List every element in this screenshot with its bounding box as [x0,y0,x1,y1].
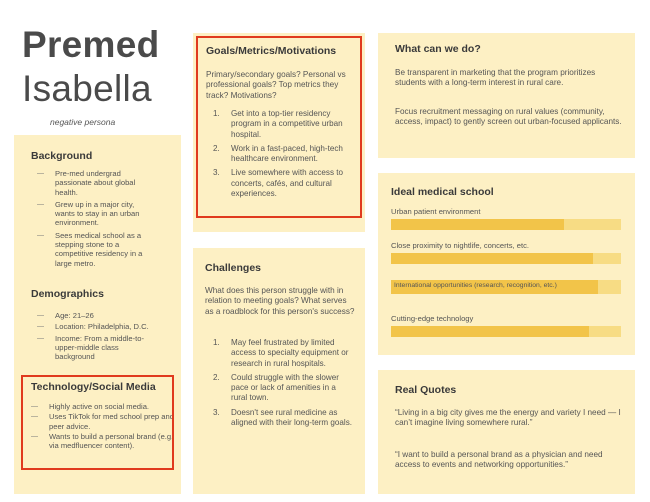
goals-heading: Goals/Metrics/Motivations [206,45,337,57]
quotes-card [378,370,635,494]
persona-title-name: Isabella [22,68,152,109]
demographics-heading: Demographics [31,288,104,300]
what-can-we-do-heading: What can we do? [395,43,481,55]
challenges-intro: What does this person struggle with in relation to meeting goals? What serves as a roadblock for this person's success? [205,286,355,316]
goals-intro: Primary/secondary goals? Personal vs professional goals? Top metrics they track? Motivations? [206,70,346,100]
list-item: 3. Doesn't see rural medicine as aligned with their long-term goals. [213,407,353,428]
ideal-school-bar-group [391,314,621,337]
list-item: — Grew up in a major city, wants to stay in an urban environment. [31,200,151,228]
ideal-school-heading: Ideal medical school [391,186,494,198]
list-item: 1. Get into a top-tier residency program in a competitive urban hospital. [213,109,343,139]
list-item: — Location: Philadelphia, D.C. [31,322,155,331]
persona-subtitle: negative persona [50,117,116,127]
bar-label: International opportunities (research, recognition, etc.) [394,282,557,289]
quotes-heading: Real Quotes [395,384,457,396]
list-item: 2. Work in a fast-paced, high-tech healthcare environment. [213,143,343,164]
ideal-school-card [378,173,635,355]
background-list [31,169,151,268]
bar-track [391,326,621,337]
list-item: — Income: From a middle-to-upper-middle class background [31,334,155,362]
challenges-heading: Challenges [205,262,262,274]
challenges-list [193,338,353,432]
bar-label: Urban patient environment [391,207,481,216]
list-item: 3. Live somewhere with access to concerts, cafés, and cultural experiences. [213,168,344,199]
what-can-we-do-paragraph: Focus recruitment messaging on rural values (community, access, impact) to gently screen out urban-focused applicants. [395,107,622,127]
ideal-school-bar-group [391,241,621,264]
list-item: — Sees medical school as a stepping stone to a competitive residency in a large metro. [31,231,151,268]
bar-fill [391,253,593,264]
list-item: 1. May feel frustrated by limited access to specialty equipment or research in rural hospitals. [213,338,349,368]
list-item: — Age: 21–26 [31,311,155,320]
ideal-school-bar-group [391,277,621,294]
list-item: 2. Could struggle with the slower pace or lack of amenities in a rural town. [213,372,339,403]
quote-text: “Living in a big city gives me the energy and variety I need — I can’t imagine living somewhere rural.” [395,408,621,428]
background-heading: Background [31,150,93,162]
challenges-card [193,248,365,494]
technology-heading: Technology/Social Media [31,381,156,393]
list-item: — Wants to build a personal brand (e.g. via medfluencer content). [25,432,175,451]
what-can-we-do-paragraph: Be transparent in marketing that the program prioritizes students with a long-term interest in rural care. [395,68,596,88]
bar-label: Close proximity to nightlife, concerts, etc. [391,241,530,250]
bar-fill [391,219,564,230]
what-can-we-do-card [378,33,635,158]
bar-track [391,219,621,230]
ideal-school-bar-group [391,207,621,230]
technology-highlight-box [21,375,174,470]
bar-track [391,253,621,264]
goals-highlight-box [196,36,362,218]
quote-text: “I want to build a personal brand as a physician and need access to events and networking opportunities.” [395,450,603,470]
bar-label: Cutting-edge technology [391,314,474,323]
list-item: — Pre-med undergrad passionate about global health. [31,169,151,197]
list-item: — Uses TikTok for med school prep and peer advice. [25,412,175,431]
bar-fill [391,326,589,337]
demographics-list [31,311,155,361]
persona-title-first: Premed [22,24,160,65]
bar-track [391,280,621,294]
list-item: — Highly active on social media. [25,402,175,411]
